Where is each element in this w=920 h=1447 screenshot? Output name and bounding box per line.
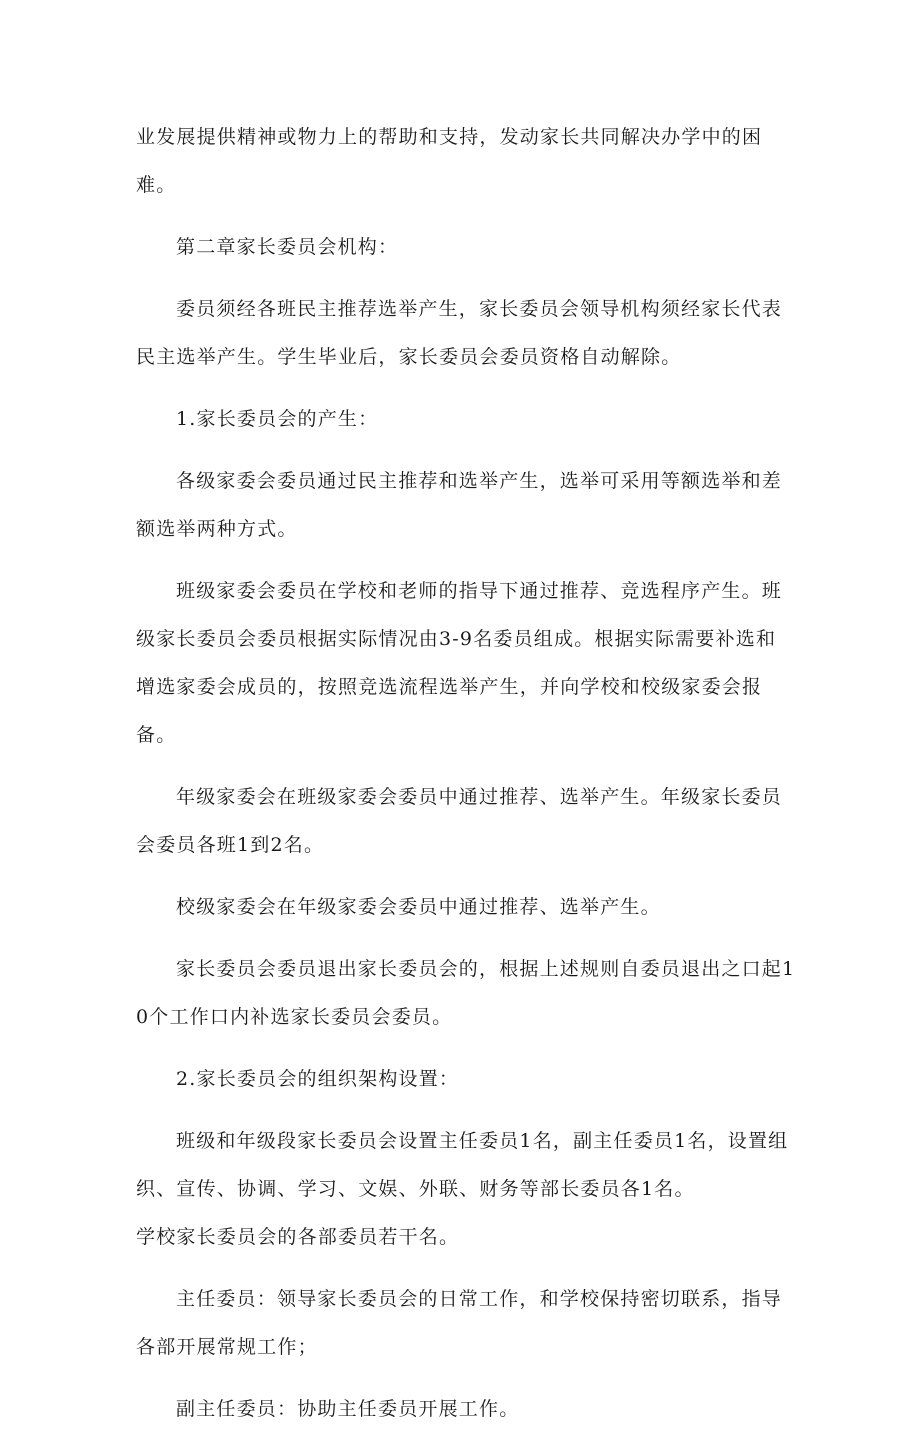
paragraph: 班级家委会委员在学校和老师的指导下通过推荐、竞选程序产生。班级家长委员会委员根据实际情况由3-9名委员组成。根据实际需要补选和增选家委会成员的，按照竞选流程选举产生，并向学校和校级家委会报备。: [136, 580, 783, 746]
paragraph: 班级和年级段家长委员会设置主任委员1名，副主任委员1名，设置组织、宣传、协调、学习、文娱、外联、财务等部长委员各1名。: [136, 1130, 789, 1200]
paragraph: 年级家委会在班级家委会委员中通过推荐、选举产生。年级家长委员会委员各班1到2名。: [136, 786, 783, 856]
paragraph: 委员须经各班民主推荐选举产生，家长委员会领导机构须经家长代表民主选举产生。学生毕业后，家长委员会委员资格自动解除。: [136, 298, 783, 368]
paragraph: 家长委员会委员退出家长委员会的，根据上述规则自委员退出之口起10个工作口内补选家长委员会委员。: [136, 958, 796, 1028]
chapter-heading: 第二章家长委员会机构：: [176, 236, 399, 258]
paragraph: 主任委员：领导家长委员会的日常工作，和学校保持密切联系，指导各部开展常规工作；: [136, 1288, 783, 1358]
paragraph-continuation: 业发展提供精神或物力上的帮助和支持，发动家长共同解决办学中的困难。: [136, 126, 763, 196]
section-heading: 1.家长委员会的产生：: [176, 408, 379, 430]
paragraph: 学校家长委员会的各部委员若干名。: [136, 1226, 460, 1248]
section-heading: 2.家长委员会的组织架构设置：: [176, 1068, 460, 1090]
paragraph: 副主任委员：协助主任委员开展工作。: [176, 1398, 520, 1420]
paragraph: 校级家委会在年级家委会委员中通过推荐、选举产生。: [176, 896, 661, 918]
document-body: [136, 113, 796, 1447]
paragraph: 各级家委会委员通过民主推荐和选举产生，选举可采用等额选举和差额选举两种方式。: [136, 470, 783, 540]
